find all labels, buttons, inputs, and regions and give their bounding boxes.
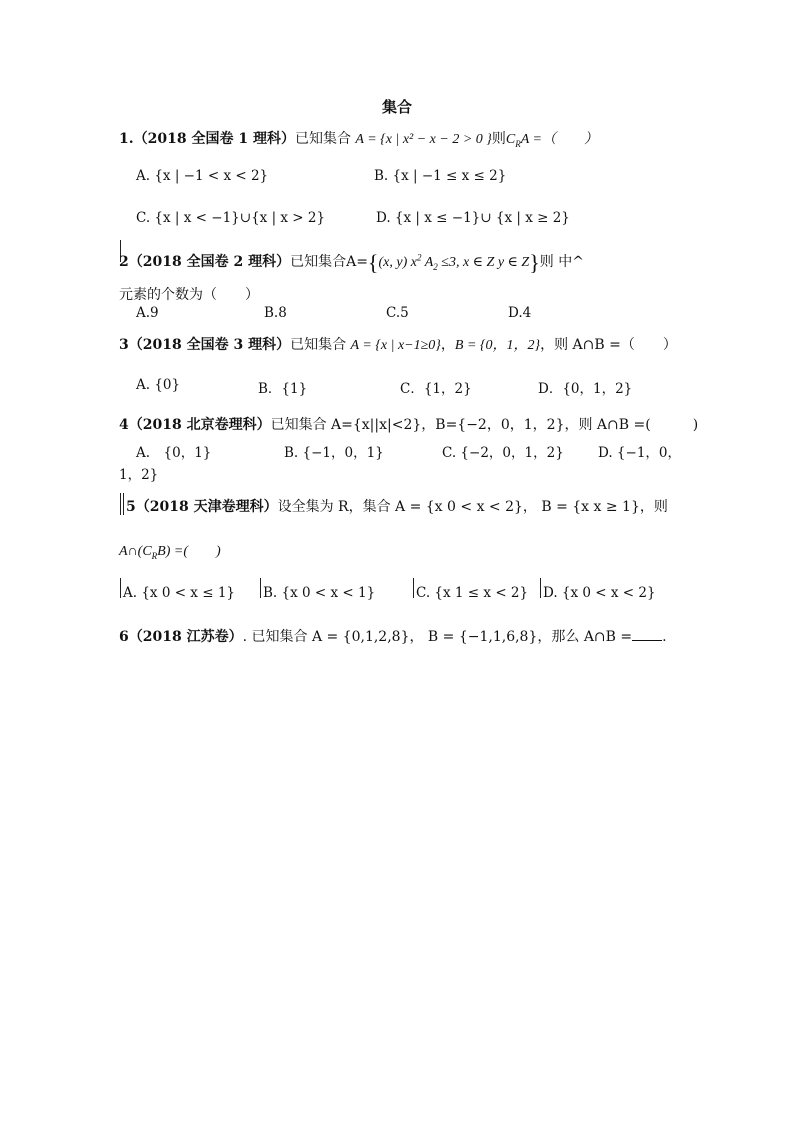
- question-3-ask: ，则 A∩B =（ ）: [540, 337, 677, 353]
- question-1-option-b: B. {x | −1 ≤ x ≤ 2}: [374, 168, 507, 184]
- question-6-source: 6（2018 江苏卷）: [119, 629, 243, 645]
- question-1-source: 1.（2018 全国卷 1 理科）: [119, 131, 295, 147]
- question-2-source: 2（2018 全国卷 2 理科）: [119, 254, 291, 270]
- question-3: [119, 334, 677, 354]
- question-2: [119, 250, 584, 276]
- question-1-option-a: A. {x | −1 < x < 2}: [136, 168, 269, 184]
- question-5: [126, 496, 668, 516]
- question-4-option-a: A. {0，1}: [136, 445, 212, 461]
- question-5-stem: 设全集为 R，集合 A = {x 0 < x < 2}， B = {x x ≥ 1}，则: [277, 499, 668, 515]
- question-2-option-b: B.8: [264, 305, 287, 321]
- edit-cursor-mark: [120, 578, 121, 598]
- question-4-option-d-wrap: 1，2}: [119, 467, 159, 483]
- question-6: [119, 626, 667, 646]
- answer-blank[interactable]: [632, 628, 662, 641]
- brace-open: {: [367, 250, 379, 275]
- question-4: [119, 414, 698, 434]
- question-4-stem: 已知集合 A={x||x|<2}，B={−2，0，1，2}，则 A∩B =( ): [270, 417, 699, 433]
- question-1-option-d: D. {x | x ≤ −1}∪ {x | x ≥ 2}: [376, 210, 570, 226]
- question-1-set: A = {x | x² − x − 2 > 0 }: [355, 132, 492, 147]
- question-5-expr: A∩(C: [119, 544, 152, 559]
- question-1-option-c: C. {x | x < −1}∪{x | x > 2}: [136, 210, 326, 226]
- edit-cursor-mark: [540, 578, 541, 598]
- edit-cursor-mark: [120, 493, 121, 515]
- question-2-set-part-a: (x, y) x: [378, 255, 417, 270]
- question-6-stem: . 已知集合 A = {0,1,2,8}， B = {−1,1,6,8}，那么 A∩B =: [242, 629, 633, 645]
- question-2-set-sup: 2: [416, 252, 422, 263]
- question-5-expr-sub: R: [151, 550, 158, 561]
- question-3-set-a: A = {x | x−1≥0}: [350, 338, 441, 353]
- question-5-source: 5（2018 天津卷理科）: [126, 499, 278, 515]
- question-3-option-c: C．{1，2}: [400, 381, 472, 397]
- question-2-then: 则 中^: [539, 254, 584, 270]
- question-5-line-2: [119, 540, 221, 561]
- question-3-option-a: A. {0}: [136, 377, 181, 393]
- edit-cursor-mark: [123, 493, 124, 515]
- question-5-option-c: C. {x 1 ≤ x < 2}: [416, 585, 529, 601]
- question-2-line-2: 元素的个数为（ ）: [119, 287, 259, 303]
- question-1: [119, 128, 598, 149]
- question-3-set-b: B = {0，1，2}: [454, 338, 541, 353]
- question-1-then: 则: [491, 131, 506, 147]
- question-2-stem: 已知集合A=: [290, 254, 368, 270]
- question-4-option-d: D. {−1，0，: [598, 445, 682, 461]
- question-3-option-b: B．{1}: [258, 381, 308, 397]
- question-2-option-c: C.5: [386, 305, 409, 321]
- question-2-set-part-c: ≤3, x ∈ Z y ∈ Z: [437, 255, 530, 270]
- question-5-option-a: A. {x 0 < x ≤ 1}: [123, 585, 235, 601]
- question-3-separator: ，: [440, 337, 455, 353]
- question-5-option-b: B. {x 0 < x < 1}: [263, 585, 376, 601]
- question-4-source: 4（2018 北京卷理科）: [119, 417, 271, 433]
- page-title: 集合: [381, 98, 412, 116]
- edit-cursor-mark: [413, 578, 414, 598]
- question-2-option-d: D.4: [508, 305, 532, 321]
- question-1-stem: 已知集合: [294, 131, 356, 147]
- question-3-option-d: D．{0，1，2}: [538, 381, 633, 397]
- edit-cursor-mark: [260, 578, 261, 598]
- question-2-set-part-b: A: [421, 255, 434, 270]
- complement-symbol: C: [505, 132, 516, 147]
- question-3-source: 3（2018 全国卷 3 理科）: [119, 337, 291, 353]
- question-4-option-c: C. {−2，0，1，2}: [442, 445, 564, 461]
- question-5-expr-end: B) =( ): [157, 544, 221, 559]
- question-3-stem: 已知集合: [290, 337, 351, 353]
- brace-close: }: [529, 250, 540, 275]
- question-2-option-a: A.9: [136, 305, 159, 321]
- question-4-option-b: B. {−1，0，1}: [284, 445, 384, 461]
- question-5-option-d: D. {x 0 < x < 2}: [543, 585, 656, 601]
- question-1-ask: A =（ ）: [520, 132, 598, 147]
- complement-subscript: R: [515, 138, 521, 149]
- question-6-end: .: [662, 629, 667, 645]
- question-2-set-sub: 2: [433, 261, 438, 272]
